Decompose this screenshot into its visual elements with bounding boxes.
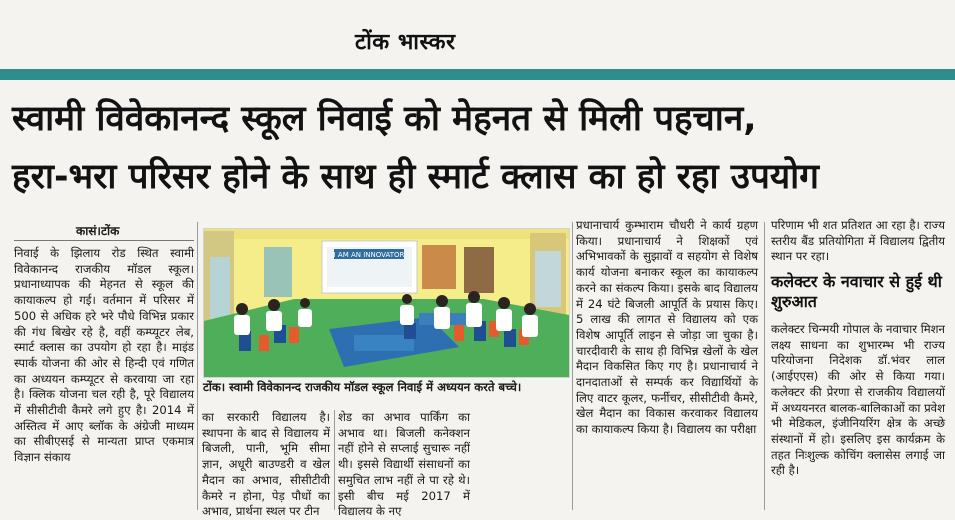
- masthead-title: टोंक भास्कर: [355, 30, 456, 55]
- dateline-rule: [14, 240, 194, 241]
- column-divider: [334, 410, 335, 510]
- article-text: का सरकारी विद्यालय है। स्थापना के बाद से विद्यालय में बिजली, पानी, भूमि सीमा ज्ञान, अधूरी बाउण्डरी व खेल मैदान का अभाव, सीसीटीवी कैमरे न होना, पेड़ पौधों का अभाव, प्रार्थना स्थल पर टीन: [202, 410, 330, 519]
- classroom-photo: [204, 229, 569, 377]
- article-text: कलेक्टर चिन्मयी गोपाल के नवाचार मिशन लक्ष्य साधना का शुभारम्भ भी राज्य परियोजना निदेशक डॉ.भंवर लाल (आईएएस) की ओर से किया गया। कलेक्टर की प्रेरणा से राजकीय विद्यालयों में अध्ययनरत बालक-बालिकाओं का प्रवेश भी मेडिकल, इंजीनियरिंग क्षेत्र के अच्छे संस्थानों में हो। इसलिए इस कार्यक्रम के तहत निःशुल्क कोचिंग क्लासेस लगाई जा रही है।: [771, 322, 945, 478]
- article-text: परिणाम भी शत प्रतिशत आ रहा है। राज्य स्तरीय बैंड प्रतियोगिता में विद्यालय द्वितीय स्थान पर रहा।: [771, 218, 945, 264]
- photo-caption: टोंक। स्वामी विवेकानन्द राजकीय मॉडल स्कूल निवाई में अध्ययन करते बच्चे।: [203, 380, 522, 394]
- dateline: कासं।टोंक: [76, 224, 120, 238]
- article-text: शेड का अभाव पार्किंग का अभाव था। बिजली कनेक्शन नहीं होने से सप्लाई सुचारू नहीं थी। इससे विद्यार्थी संसाधनों का समुचित लाभ नहीं ले पा रहे थे। इसी बीच मई 2017 में विद्यालय के नए: [338, 410, 470, 519]
- article-column-5: [576, 218, 758, 510]
- article-column-1: [14, 246, 194, 508]
- column-divider: [572, 222, 573, 510]
- article-text: प्रधानाचार्य कुम्भाराम चौधरी ने कार्य ग्रहण किया। प्रधानाचार्य ने शिक्षकों एवं अभिभावकों के सुझावों व सहयोग से विशेष कार्य योजना बनाकर स्कूल का कायाकल्प करने का संकल्प किया। इसके बाद विद्यालय में 24 घंटे बिजली आपूर्ति के प्रयास किए। 5 लाख की लागत से विद्यालय को एक विशेष आपूर्ति लाइन से जोड़ा जा चुका है। चारदीवारी के साथ ही विभिन्न खेलों के खेल मैदान विकसित किए गए है। प्रधानाचार्य ने दानदाताओं से सम्पर्क कर विद्यार्थियों के लिए वाटर कूलर, फर्नीचर, सीसीटीवी कैमरे, खेल मैदान का विकास करवाकर विद्यालय का कायाकल्प किया है। विद्यालय का परीक्षा: [576, 218, 758, 437]
- classroom-banner: I AM AN INNOVATOR: [333, 251, 405, 259]
- article-column-7: [771, 322, 945, 510]
- accent-bar: [0, 69, 955, 80]
- masthead: [0, 0, 955, 68]
- article-photo: [203, 228, 570, 378]
- article-column-3: [338, 410, 470, 519]
- article-column-4: [478, 410, 568, 510]
- column-divider: [197, 222, 198, 510]
- article-column-2: [202, 410, 330, 519]
- article-text: निवाई के झिलाय रोड स्थित स्वामी विवेकानन्द राजकीय मॉडल स्कूल। प्रधानाध्यापक की मेहनत से स्कूल की कायाकल्प हो गई। वर्तमान में परिसर में 500 से अधिक हरे भरे पौधे विभिन्न प्रकार की गंध बिखेर रहे है, वहीं कम्प्यूटर लेब, स्मार्ट क्लास का उपयोग हो रहा है। माइंड स्पार्क योजना की ओर से हिन्दी एवं गणित का अध्ययन कम्प्यूटर से करवाया जा रहा है। क्लिक योजना चल रही है, पूरे विद्यालय में सीसीटीवी कैमरे लगे हुए है। 2014 में अस्तित्व में आए ब्लॉक के अंग्रेजी माध्यम का सीबीएसई से मान्यता प्राप्त एकमात्र विज्ञान संकाय: [14, 246, 194, 465]
- sub-heading: कलेक्टर के नवाचार से हुई थी शुरुआत: [771, 272, 942, 311]
- headline-line-1: स्वामी विवेकानन्द स्कूल निवाई को मेहनत से मिली पहचान,: [12, 99, 757, 139]
- headline-line-2: हरा-भरा परिसर होने के साथ ही स्मार्ट क्लास का हो रहा उपयोग: [12, 157, 819, 197]
- column-divider: [764, 222, 765, 510]
- article-column-6: [771, 218, 945, 266]
